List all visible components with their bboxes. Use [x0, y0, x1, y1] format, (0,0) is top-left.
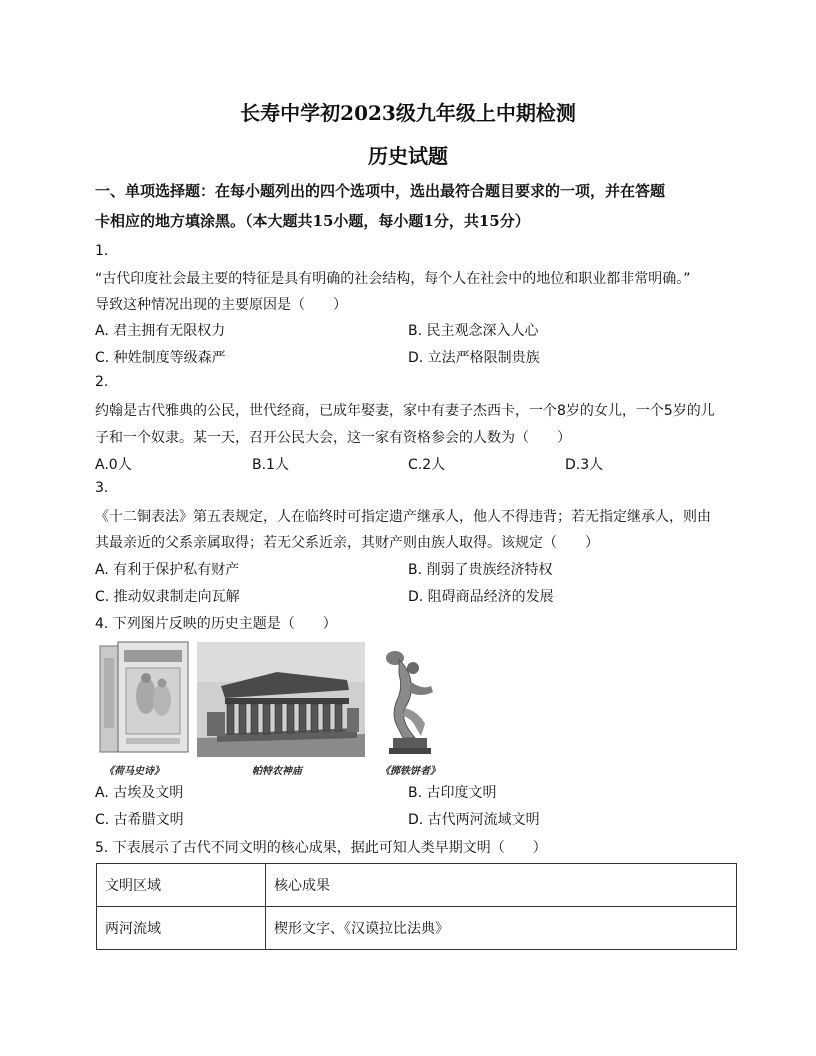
table-header-achievement: 核心成果 — [266, 864, 737, 907]
q1-option-d: D. 立法严格限制贵族 — [408, 350, 540, 366]
section-instructions-line2: 卡相应的地方填涂黑。（本大题共15小题，每小题1分，共15分） — [95, 212, 530, 230]
q4-stem: 4. 下列图片反映的历史主题是（ ） — [95, 616, 337, 632]
discobolus-statue-image — [375, 638, 445, 758]
parthenon-image — [197, 642, 365, 757]
q3-option-c: C. 推动奴隶制走向瓦解 — [95, 589, 240, 605]
homer-epic-book-image — [96, 638, 192, 758]
q3-number: 3. — [95, 480, 109, 496]
q1-stem-line1: “古代印度社会最主要的特征是具有明确的社会结构，每个人在社会中的地位和职业都非常明确。” — [95, 271, 691, 287]
q1-option-b: B. 民主观念深入人心 — [408, 323, 539, 339]
q2-stem-line2: 子和一个奴隶。某一天，召开公民大会，这一家有资格参会的人数为（ ） — [95, 430, 571, 446]
q2-option-c: C.2人 — [408, 457, 446, 473]
q1-option-c: C. 种姓制度等级森严 — [95, 350, 226, 366]
table-header-region: 文明区域 — [97, 864, 266, 907]
q1-number: 1. — [95, 243, 109, 259]
q1-stem-line2: 导致这种情况出现的主要原因是（ ） — [95, 297, 347, 313]
q4-option-c: C. 古希腊文明 — [95, 812, 184, 828]
q2-stem-line1: 约翰是古代雅典的公民，世代经商，已成年娶妻，家中有妻子杰西卡，一个8岁的女儿，一个5岁的儿 — [95, 403, 715, 419]
q3-stem-line1: 《十二铜表法》第五表规定，人在临终时可指定遗产继承人，他人不得违背；若无指定继承人，则由 — [95, 509, 711, 525]
section-instructions-line1: 一、单项选择题：在每小题列出的四个选项中，选出最符合题目要求的一项，并在答题 — [95, 182, 666, 200]
q2-option-b: B.1人 — [252, 457, 289, 473]
q2-option-a: A.0人 — [95, 457, 132, 473]
q3-option-d: D. 阻碍商品经济的发展 — [408, 589, 554, 605]
exam-subtitle: 历史试题 — [368, 144, 448, 168]
table-cell-achievement: 楔形文字、《汉谟拉比法典》 — [266, 907, 737, 950]
q3-option-a: A. 有利于保护私有财产 — [95, 562, 240, 578]
q2-number: 2. — [95, 374, 109, 390]
table-cell-region: 两河流域 — [97, 907, 266, 950]
caption-discobolus: 《掷铁饼者》 — [380, 766, 440, 777]
caption-homer-epic: 《荷马史诗》 — [104, 766, 164, 777]
q4-option-d: D. 古代两河流域文明 — [408, 812, 540, 828]
q1-option-a: A. 君主拥有无限权力 — [95, 323, 226, 339]
table-row — [97, 907, 737, 950]
q3-stem-line2: 其最亲近的父系亲属取得；若无父系近亲，其财产则由族人取得。该规定（ ） — [95, 535, 599, 551]
civilization-achievements-table — [96, 863, 737, 950]
q5-stem: 5. 下表展示了古代不同文明的核心成果，据此可知人类早期文明（ ） — [95, 840, 547, 856]
q3-option-b: B. 削弱了贵族经济特权 — [408, 562, 553, 578]
q2-option-d: D.3人 — [565, 457, 604, 473]
exam-title: 长寿中学初2023级九年级上中期检测 — [240, 101, 576, 125]
table-header-row — [97, 864, 737, 907]
q4-option-b: B. 古印度文明 — [408, 785, 497, 801]
q4-option-a: A. 古埃及文明 — [95, 785, 184, 801]
caption-parthenon: 帕特农神庙 — [252, 766, 302, 777]
